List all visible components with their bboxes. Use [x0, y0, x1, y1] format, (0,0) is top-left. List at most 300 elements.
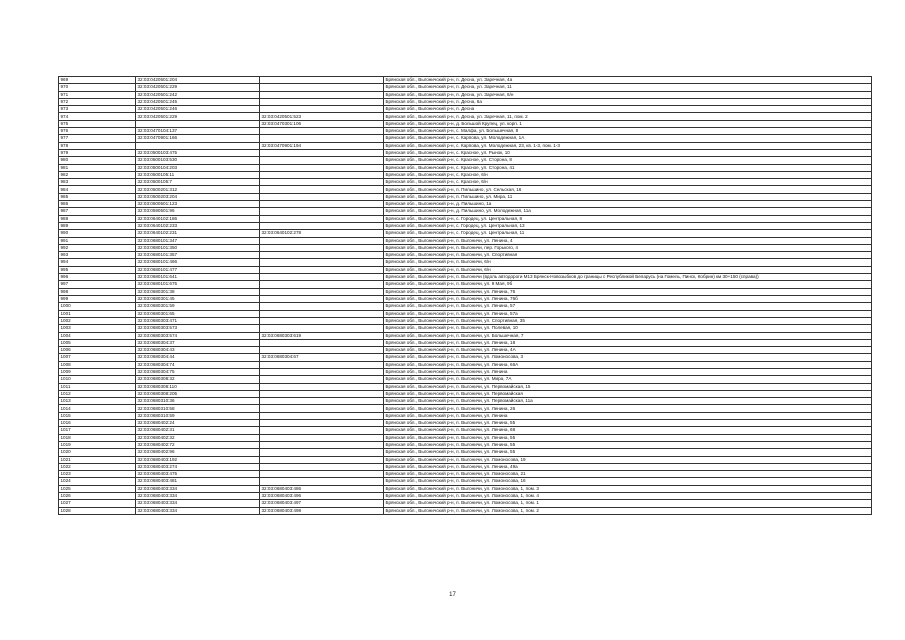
- related-cadastral-cell: [260, 310, 384, 317]
- cadastral-number-cell: 32:03:0680301:65: [136, 310, 260, 317]
- table-row: [59, 222, 872, 229]
- related-cadastral-cell: [260, 296, 384, 303]
- related-cadastral-cell: [260, 361, 384, 368]
- related-cadastral-cell: 32:03:0680304:67: [260, 354, 384, 361]
- row-number-cell: 986: [59, 201, 136, 208]
- address-cell: Брянская обл., Выгоничский р-н, п. Выгоничи, ул. Спортивная: [384, 252, 872, 259]
- row-number-cell: 1009: [59, 368, 136, 375]
- related-cadastral-cell: [260, 434, 384, 441]
- cadastral-number-cell: 32:03:0680402:24: [136, 420, 260, 427]
- address-cell: Брянская обл., Выгоничский р-н, п. Пильшино, ул. Мира, 11: [384, 193, 872, 200]
- table-row: [59, 252, 872, 259]
- row-number-cell: 969: [59, 77, 136, 84]
- cadastral-number-cell: 32:03:0500103:530: [136, 157, 260, 164]
- cadastral-number-cell: 32:03:0470901:166: [136, 135, 260, 142]
- related-cadastral-cell: [260, 420, 384, 427]
- cadastral-number-cell: 32:03:0500105:7: [136, 179, 260, 186]
- related-cadastral-cell: [260, 398, 384, 405]
- cadastral-number-cell: 32:03:0680403:334: [136, 493, 260, 500]
- address-cell: Брянская обл., Выгоничский р-н, д. Большой Крупец, ул. корп. 1: [384, 120, 872, 127]
- related-cadastral-cell: [260, 412, 384, 419]
- address-cell: Брянская обл., Выгоничский р-н, п. Десна, ул. Заречная, 11, пом. 2: [384, 113, 872, 120]
- address-cell: Брянская обл., Выгоничский р-н, д. Пильшино, 1а: [384, 201, 872, 208]
- table-row: [59, 215, 872, 222]
- related-cadastral-cell: [260, 77, 384, 84]
- address-cell: Брянская обл., Выгоничский р-н, с. Карпова, ул. Молодежная, 1А: [384, 135, 872, 142]
- related-cadastral-cell: [260, 91, 384, 98]
- related-cadastral-cell: [260, 157, 384, 164]
- row-number-cell: 976: [59, 128, 136, 135]
- table-row: [59, 412, 872, 419]
- related-cadastral-cell: [260, 186, 384, 193]
- cadastral-number-cell: 32:03:0420501:229: [136, 113, 260, 120]
- related-cadastral-cell: [260, 98, 384, 105]
- address-cell: Брянская обл., Выгоничский р-н, п. Десна, 6а: [384, 98, 872, 105]
- row-number-cell: 978: [59, 142, 136, 149]
- table-row: [59, 201, 872, 208]
- cadastral-number-cell: 32:03:0680101:466: [136, 259, 260, 266]
- cadastral-number-cell: 32:03:0680304:37: [136, 339, 260, 346]
- row-number-cell: 1019: [59, 441, 136, 448]
- cadastral-number-cell: [136, 142, 260, 149]
- table-row: [59, 274, 872, 281]
- related-cadastral-cell: [260, 135, 384, 142]
- address-cell: Брянская обл., Выгоничский р-н, п. Выгоничи, ул. Ломоносова, 3: [384, 354, 872, 361]
- table-row: [59, 420, 872, 427]
- page-number: 17: [449, 592, 456, 598]
- cadastral-number-cell: 32:03:0680403:192: [136, 456, 260, 463]
- row-number-cell: 1016: [59, 420, 136, 427]
- row-number-cell: 993: [59, 252, 136, 259]
- row-number-cell: 972: [59, 98, 136, 105]
- row-number-cell: 985: [59, 193, 136, 200]
- address-cell: Брянская обл., Выгоничский р-н, с. Красное, ул. Рынок, 10: [384, 149, 872, 156]
- related-cadastral-cell: [260, 281, 384, 288]
- address-cell: Брянская обл., Выгоничский р-н, д. Пильшино, ул. Молодежная, 11а: [384, 208, 872, 215]
- related-cadastral-cell: [260, 84, 384, 91]
- address-cell: Брянская обл., Выгоничский р-н, с. Городец, ул. Центральная, 13: [384, 222, 872, 229]
- related-cadastral-cell: [260, 368, 384, 375]
- table-row: [59, 128, 872, 135]
- related-cadastral-cell: 32:03:0470301:106: [260, 120, 384, 127]
- row-number-cell: 975: [59, 120, 136, 127]
- address-cell: Брянская обл., Выгоничский р-н, п. Десна, ул. Заречная, 11: [384, 84, 872, 91]
- row-number-cell: 989: [59, 222, 136, 229]
- table-row: [59, 164, 872, 171]
- address-cell: Брянская обл., Выгоничский р-н, п. Десна, ул. Заречная, 6/н: [384, 91, 872, 98]
- cadastral-number-cell: 32:03:0680310:58: [136, 405, 260, 412]
- row-number-cell: 1000: [59, 303, 136, 310]
- related-cadastral-cell: [260, 179, 384, 186]
- related-cadastral-cell: [260, 427, 384, 434]
- row-number-cell: 1018: [59, 434, 136, 441]
- cadastral-number-cell: 32:03:0500104:203: [136, 164, 260, 171]
- related-cadastral-cell: [260, 471, 384, 478]
- address-cell: Брянская обл., Выгоничский р-н, п. Выгоничи, ул. Ленина, 66А: [384, 361, 872, 368]
- cadastral-number-cell: 32:03:0500203:204: [136, 193, 260, 200]
- cadastral-number-cell: 32:03:0500103:475: [136, 149, 260, 156]
- address-cell: Брянская обл., Выгоничский р-н, п. Десна: [384, 106, 872, 113]
- address-cell: Брянская обл., Выгоничский р-н, с. Красное, 6/н: [384, 171, 872, 178]
- related-cadastral-cell: [260, 390, 384, 397]
- row-number-cell: 1014: [59, 405, 136, 412]
- row-number-cell: 1025: [59, 485, 136, 492]
- cadastral-number-cell: 32:03:0680101:357: [136, 252, 260, 259]
- row-number-cell: 982: [59, 171, 136, 178]
- row-number-cell: 970: [59, 84, 136, 91]
- table-row: [59, 325, 872, 332]
- address-cell: Брянская обл., Выгоничский р-н, с. Красное, ул. Сторона, 41: [384, 164, 872, 171]
- cadastral-number-cell: 32:03:0680101:675: [136, 281, 260, 288]
- cadastral-number-cell: 32:03:0680303:471: [136, 317, 260, 324]
- table-row: [59, 368, 872, 375]
- table-row: [59, 259, 872, 266]
- row-number-cell: 998: [59, 288, 136, 295]
- cadastral-number-cell: 32:03:0590501:96: [136, 208, 260, 215]
- table-row: [59, 237, 872, 244]
- cadastral-number-cell: 32:03:0680301:38: [136, 288, 260, 295]
- table-row: [59, 463, 872, 470]
- cadastral-number-cell: 32:03:0680402:96: [136, 449, 260, 456]
- address-cell: Брянская обл., Выгоничский р-н, п. Выгоничи, ул. Ленина, 68: [384, 427, 872, 434]
- address-cell: Брянская обл., Выгоничский р-н, п. Выгоничи, ул. Ломоносова, 19: [384, 456, 872, 463]
- cadastral-number-cell: 32:03:0420501:229: [136, 84, 260, 91]
- row-number-cell: 992: [59, 244, 136, 251]
- table-row: [59, 281, 872, 288]
- cadastral-number-cell: 32:03:0420501:242: [136, 91, 260, 98]
- row-number-cell: 1011: [59, 383, 136, 390]
- address-cell: Брянская обл., Выгоничский р-н, п. Выгоничи, ул. Первомайская, 11а: [384, 398, 872, 405]
- row-number-cell: 1012: [59, 390, 136, 397]
- table-row: [59, 113, 872, 120]
- address-cell: Брянская обл., Выгоничский р-н, п. Выгоничи, ул. Ленина, 49а: [384, 463, 872, 470]
- row-number-cell: 1028: [59, 507, 136, 514]
- row-number-cell: 979: [59, 149, 136, 156]
- address-cell: Брянская обл., Выгоничский р-н, п. Выгоничи, 6/н: [384, 266, 872, 273]
- row-number-cell: 991: [59, 237, 136, 244]
- related-cadastral-cell: [260, 383, 384, 390]
- table-row: [59, 310, 872, 317]
- related-cadastral-cell: 32:03:0420501:523: [260, 113, 384, 120]
- address-cell: Брянская обл., Выгоничский р-н, п. Выгоничи, ул. Полевая, 10: [384, 325, 872, 332]
- table-row: [59, 347, 872, 354]
- related-cadastral-cell: [260, 222, 384, 229]
- cadastral-number-cell: 32:03:0680403:274: [136, 463, 260, 470]
- row-number-cell: 980: [59, 157, 136, 164]
- related-cadastral-cell: [260, 215, 384, 222]
- row-number-cell: 1005: [59, 339, 136, 346]
- address-cell: Брянская обл., Выгоничский р-н, п. Выгоничи, ул. Ломоносова, 16: [384, 478, 872, 485]
- table-row: [59, 142, 872, 149]
- address-cell: Брянская обл., Выгоничский р-н, с. Красное, ул. Сторона, 8: [384, 157, 872, 164]
- cadastral-number-cell: 32:03:0680101:350: [136, 244, 260, 251]
- related-cadastral-cell: [260, 449, 384, 456]
- address-cell: Брянская обл., Выгоничский р-н, п. Выгоничи, ул. Ломоносова, 1, пом. 2: [384, 507, 872, 514]
- cadastral-number-cell: 32:03:0680403:334: [136, 500, 260, 507]
- cadastral-number-cell: 32:03:0500105:11: [136, 171, 260, 178]
- row-number-cell: 1026: [59, 493, 136, 500]
- row-number-cell: 996: [59, 274, 136, 281]
- address-cell: Брянская обл., Выгоничский р-н, п. Выгоничи, ул. Ломоносова, 1, пом. 3: [384, 485, 872, 492]
- address-cell: Брянская обл., Выгоничский р-н, п. Выгоничи, ул. 9 Мая, 9б: [384, 281, 872, 288]
- related-cadastral-cell: [260, 303, 384, 310]
- cadastral-number-cell: 32:03:0640102:231: [136, 230, 260, 237]
- table-row: [59, 500, 872, 507]
- table-row: [59, 493, 872, 500]
- related-cadastral-cell: [260, 463, 384, 470]
- related-cadastral-cell: 32:03:0680403:496: [260, 493, 384, 500]
- table-row: [59, 456, 872, 463]
- related-cadastral-cell: [260, 106, 384, 113]
- address-cell: Брянская обл., Выгоничский р-н, п. Выгоничи, ул. Первомайская: [384, 390, 872, 397]
- related-cadastral-cell: [260, 252, 384, 259]
- cadastral-number-cell: 32:03:0680308:110: [136, 383, 260, 390]
- table-row: [59, 244, 872, 251]
- cadastral-number-cell: 32:03:0420501:245: [136, 98, 260, 105]
- related-cadastral-cell: [260, 237, 384, 244]
- row-number-cell: 988: [59, 215, 136, 222]
- cadastral-number-cell: 32:03:0680101:641: [136, 274, 260, 281]
- row-number-cell: 974: [59, 113, 136, 120]
- table-row: [59, 120, 872, 127]
- cadastral-number-cell: 32:03:0680101:477: [136, 266, 260, 273]
- address-cell: Брянская обл., Выгоничский р-н, п. Выгоничи, ул. Ленина, 55: [384, 441, 872, 448]
- cadastral-number-cell: 32:03:0680403:475: [136, 471, 260, 478]
- table-row: [59, 296, 872, 303]
- row-number-cell: 1020: [59, 449, 136, 456]
- row-number-cell: 1023: [59, 471, 136, 478]
- address-cell: Брянская обл., Выгоничский р-н, п. Выгоничи, ул. Ленина, 4: [384, 237, 872, 244]
- address-cell: Брянская обл., Выгоничский р-н, п. Выгоничи, ул. Ленина, 76: [384, 288, 872, 295]
- related-cadastral-cell: 32:03:0470901:194: [260, 142, 384, 149]
- row-number-cell: 977: [59, 135, 136, 142]
- address-cell: Брянская обл., Выгоничский р-н, п. Выгоничи, ул. Ленина, 18: [384, 339, 872, 346]
- row-number-cell: 999: [59, 296, 136, 303]
- cadastral-number-cell: 32:03:0640102:186: [136, 215, 260, 222]
- table-row: [59, 405, 872, 412]
- address-cell: Брянская обл., Выгоничский р-н, п. Выгоничи, ул. Ленина, 26: [384, 405, 872, 412]
- address-cell: Брянская обл., Выгоничский р-н, п. Выгоничи (вдоль автодороги М13 Брянск-Новозыбков до границы с Республикой Беларусь (на Гомель, Пинск, Кобрин) км 30+150 (справа)): [384, 274, 872, 281]
- cadastral-number-cell: 32:03:0640102:233: [136, 222, 260, 229]
- address-cell: Брянская обл., Выгоничский р-н, с. Карпова, ул. Молодежная, 23, кв. 1-3, пом. 1-3: [384, 142, 872, 149]
- row-number-cell: 1017: [59, 427, 136, 434]
- table-row: [59, 266, 872, 273]
- related-cadastral-cell: [260, 317, 384, 324]
- table-row: [59, 303, 872, 310]
- related-cadastral-cell: [260, 347, 384, 354]
- address-cell: Брянская обл., Выгоничский р-н, п. Выгоничи, ул. Большечная, 7: [384, 332, 872, 339]
- row-number-cell: 1021: [59, 456, 136, 463]
- table-row: [59, 77, 872, 84]
- address-cell: Брянская обл., Выгоничский р-н, п. Выгоничи, ул. Спортивная, 35: [384, 317, 872, 324]
- address-cell: Брянская обл., Выгоничский р-н, п. Выгоничи, ул. Первомайская, 15: [384, 383, 872, 390]
- related-cadastral-cell: 32:03:0680403:486: [260, 485, 384, 492]
- related-cadastral-cell: [260, 274, 384, 281]
- cadastral-number-cell: [136, 120, 260, 127]
- row-number-cell: 997: [59, 281, 136, 288]
- cadastral-number-cell: 32:03:0680402:32: [136, 434, 260, 441]
- cadastral-number-cell: 32:03:0680304:44: [136, 354, 260, 361]
- related-cadastral-cell: [260, 244, 384, 251]
- table-row: [59, 361, 872, 368]
- table-row: [59, 332, 872, 339]
- row-number-cell: 1008: [59, 361, 136, 368]
- table-row: [59, 179, 872, 186]
- related-cadastral-cell: [260, 325, 384, 332]
- row-number-cell: 1004: [59, 332, 136, 339]
- row-number-cell: 994: [59, 259, 136, 266]
- table-row: [59, 441, 872, 448]
- table-row: [59, 171, 872, 178]
- row-number-cell: 1022: [59, 463, 136, 470]
- cadastral-number-cell: 32:03:0680303:573: [136, 325, 260, 332]
- related-cadastral-cell: [260, 149, 384, 156]
- related-cadastral-cell: [260, 339, 384, 346]
- cadastral-number-cell: 32:03:0500501:123: [136, 201, 260, 208]
- address-cell: Брянская обл., Выгоничский р-н, п. Выгоничи, ул. Ленина, 57: [384, 303, 872, 310]
- table-row: [59, 485, 872, 492]
- related-cadastral-cell: 32:03:0680403:498: [260, 507, 384, 514]
- address-cell: Брянская обл., Выгоничский р-н, п. Выгоничи, ул. Ленина: [384, 412, 872, 419]
- address-cell: Брянская обл., Выгоничский р-н, с. Красное, 6/н: [384, 179, 872, 186]
- table-row: [59, 193, 872, 200]
- row-number-cell: 1003: [59, 325, 136, 332]
- row-number-cell: 1006: [59, 347, 136, 354]
- related-cadastral-cell: [260, 171, 384, 178]
- related-cadastral-cell: [260, 201, 384, 208]
- address-cell: Брянская обл., Выгоничский р-н, п. Пильшино, ул. Сельская, 16: [384, 186, 872, 193]
- address-cell: Брянская обл., Выгоничский р-н, с. Малфа, ул. Большечная, 8: [384, 128, 872, 135]
- row-number-cell: 995: [59, 266, 136, 273]
- row-number-cell: 983: [59, 179, 136, 186]
- cadastral-number-cell: 32:03:0500201:312: [136, 186, 260, 193]
- row-number-cell: 984: [59, 186, 136, 193]
- related-cadastral-cell: [260, 164, 384, 171]
- related-cadastral-cell: [260, 193, 384, 200]
- table-row: [59, 98, 872, 105]
- cadastral-number-cell: 32:03:0680303:574: [136, 332, 260, 339]
- row-number-cell: 1007: [59, 354, 136, 361]
- cadastral-number-cell: 32:03:0680402:31: [136, 427, 260, 434]
- address-cell: Брянская обл., Выгоничский р-н, с. Городец, ул. Центральная, 8: [384, 215, 872, 222]
- address-cell: Брянская обл., Выгоничский р-н, п. Выгоничи, ул. Ленина, 55: [384, 434, 872, 441]
- cadastral-number-cell: 32:03:0680402:72: [136, 441, 260, 448]
- property-table: [58, 76, 872, 515]
- address-cell: Брянская обл., Выгоничский р-н, п. Выгоничи, ул. Ленина, 4А: [384, 347, 872, 354]
- cadastral-number-cell: 32:03:0680301:59: [136, 303, 260, 310]
- row-number-cell: 990: [59, 230, 136, 237]
- related-cadastral-cell: [260, 376, 384, 383]
- row-number-cell: 1010: [59, 376, 136, 383]
- address-cell: Брянская обл., Выгоничский р-н, п. Выгоничи, 6/н: [384, 259, 872, 266]
- table-row: [59, 157, 872, 164]
- cadastral-number-cell: 32:03:0680308:32: [136, 376, 260, 383]
- table-row: [59, 317, 872, 324]
- table-row: [59, 149, 872, 156]
- row-number-cell: 973: [59, 106, 136, 113]
- cadastral-number-cell: 32:03:0420501:204: [136, 77, 260, 84]
- table-row: [59, 449, 872, 456]
- cadastral-number-cell: 32:03:0680310:36: [136, 398, 260, 405]
- table-row: [59, 84, 872, 91]
- address-cell: Брянская обл., Выгоничский р-н, п. Выгоничи, ул. Ленина, 55: [384, 449, 872, 456]
- related-cadastral-cell: [260, 288, 384, 295]
- related-cadastral-cell: 32:03:0640102:278: [260, 230, 384, 237]
- related-cadastral-cell: [260, 478, 384, 485]
- cadastral-number-cell: 32:03:0680304:74: [136, 361, 260, 368]
- table-row: [59, 507, 872, 514]
- cadastral-number-cell: 32:03:0680304:75: [136, 368, 260, 375]
- related-cadastral-cell: [260, 405, 384, 412]
- table-row: [59, 471, 872, 478]
- related-cadastral-cell: [260, 456, 384, 463]
- address-cell: Брянская обл., Выгоничский р-н, п. Выгоничи, ул. Ленина: [384, 368, 872, 375]
- cadastral-number-cell: 32:03:0420501:246: [136, 106, 260, 113]
- address-cell: Брянская обл., Выгоничский р-н, с. Городец, ул. Центральная, 11: [384, 230, 872, 237]
- address-cell: Брянская обл., Выгоничский р-н, п. Выгоничи, ул. Ломоносова, 21: [384, 471, 872, 478]
- table-row: [59, 288, 872, 295]
- address-cell: Брянская обл., Выгоничский р-н, п. Выгоничи, ул. Ленина, 57а: [384, 310, 872, 317]
- row-number-cell: 981: [59, 164, 136, 171]
- table-row: [59, 91, 872, 98]
- row-number-cell: 1027: [59, 500, 136, 507]
- address-cell: Брянская обл., Выгоничский р-н, п. Десна, ул. Заречная, 4а: [384, 77, 872, 84]
- related-cadastral-cell: [260, 208, 384, 215]
- cadastral-number-cell: 32:03:0680301:45: [136, 296, 260, 303]
- row-number-cell: 1013: [59, 398, 136, 405]
- related-cadastral-cell: [260, 266, 384, 273]
- table-row: [59, 354, 872, 361]
- row-number-cell: 987: [59, 208, 136, 215]
- cadastral-number-cell: 32:03:0680403:334: [136, 485, 260, 492]
- table-row: [59, 135, 872, 142]
- table-row: [59, 106, 872, 113]
- cadastral-number-cell: 32:03:0680304:43: [136, 347, 260, 354]
- row-number-cell: 1024: [59, 478, 136, 485]
- cadastral-number-cell: 32:03:0680310:59: [136, 412, 260, 419]
- table-row: [59, 427, 872, 434]
- address-cell: Брянская обл., Выгоничский р-н, п. Выгоничи, ул. Ленина, 76б: [384, 296, 872, 303]
- related-cadastral-cell: [260, 441, 384, 448]
- row-number-cell: 1002: [59, 317, 136, 324]
- table-row: [59, 383, 872, 390]
- cadastral-number-cell: 32:03:0680403:334: [136, 507, 260, 514]
- table-row: [59, 376, 872, 383]
- cadastral-number-cell: 32:03:0680101:347: [136, 237, 260, 244]
- table-row: [59, 434, 872, 441]
- cadastral-number-cell: 32:03:0470104:137: [136, 128, 260, 135]
- address-cell: Брянская обл., Выгоничский р-н, п. Выгоничи, ул. Ленина, 55: [384, 420, 872, 427]
- address-cell: Брянская обл., Выгоничский р-н, п. Выгоничи, пер. Горького, 4: [384, 244, 872, 251]
- related-cadastral-cell: 32:03:0680303:619: [260, 332, 384, 339]
- cadastral-number-cell: 32:03:0680403:481: [136, 478, 260, 485]
- related-cadastral-cell: 32:03:0680403:497: [260, 500, 384, 507]
- row-number-cell: 971: [59, 91, 136, 98]
- property-table-body: [59, 77, 872, 515]
- table-row: [59, 208, 872, 215]
- related-cadastral-cell: [260, 128, 384, 135]
- table-row: [59, 339, 872, 346]
- address-cell: Брянская обл., Выгоничский р-н, п. Выгоничи, ул. Ломоносова, 1, пом. 4: [384, 493, 872, 500]
- cadastral-number-cell: 32:03:0680308:205: [136, 390, 260, 397]
- address-cell: Брянская обл., Выгоничский р-н, п. Выгоничи, ул. Мира, 7А: [384, 376, 872, 383]
- table-row: [59, 390, 872, 397]
- address-cell: Брянская обл., Выгоничский р-н, п. Выгоничи, ул. Ломоносова, 1, пом. 1: [384, 500, 872, 507]
- related-cadastral-cell: [260, 259, 384, 266]
- table-row: [59, 398, 872, 405]
- row-number-cell: 1001: [59, 310, 136, 317]
- table-row: [59, 478, 872, 485]
